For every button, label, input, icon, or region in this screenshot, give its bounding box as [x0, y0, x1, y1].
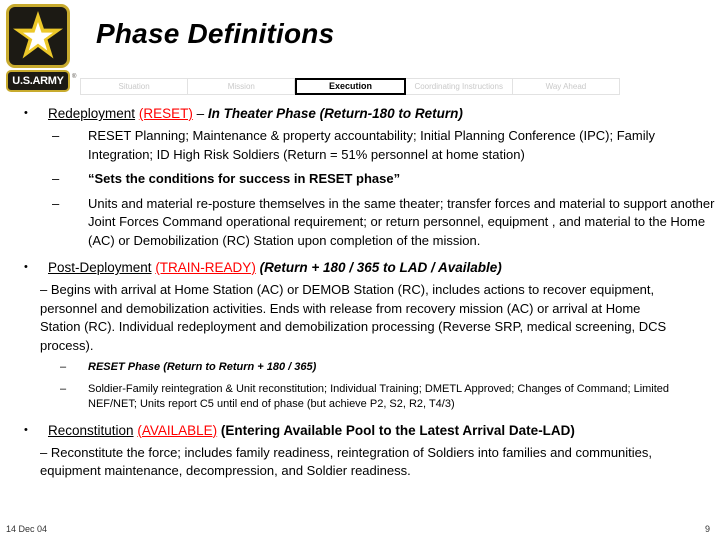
bullet-redeployment [0, 104, 720, 123]
section-tab-strip[interactable] [80, 78, 620, 95]
footer-page-number: 9 [704, 524, 710, 534]
sub-bullet-text: RESET Phase (Return to Return + 180 / 365) [88, 361, 317, 373]
term-post-deployment: Post-Deployment [48, 260, 152, 275]
tag-reset: (RESET) [138, 106, 193, 121]
army-star-icon [6, 4, 70, 68]
dash-glyph: – [52, 128, 60, 143]
us-army-logo [6, 4, 77, 96]
phase-in-theater: In Theater Phase (Return-180 to Return) [207, 106, 463, 121]
spacer [0, 251, 720, 258]
dash-glyph: – [52, 195, 60, 211]
term-redeployment: Redeployment [48, 106, 136, 121]
sub-bullet-reset-planning [0, 127, 720, 164]
sub-bullet-text: Soldier-Family reintegration & Unit reconstitution; Individual Training; DMETL Approved; Changes of Command; Limited NEF/NET; Units report C5 until end of phase (but achieve P2, S2, R2, T4/3) [88, 382, 670, 410]
registered-trademark-icon: ® [72, 74, 77, 80]
tab-situation[interactable]: Situation [80, 78, 188, 95]
slide-header [0, 0, 720, 100]
dash-glyph: – [60, 361, 67, 373]
sub-bullet-text: “Sets the conditions for success in RESET phase” [88, 171, 401, 186]
tab-way-ahead[interactable]: Way Ahead [513, 78, 620, 95]
spacer [0, 414, 720, 421]
separator-dash: – [192, 106, 208, 121]
page-title: Phase Definitions [96, 18, 335, 49]
paragraph-reconstitution: – Reconstitute the force; includes family readiness, reintegration of Soldiers into families and communities, equipment maintenance, decompression, and Soldier readiness. [40, 444, 653, 478]
sub-bullet-units-material [0, 195, 720, 251]
slide-body [0, 104, 720, 481]
sub-bullet-soldier-family [0, 382, 720, 413]
tag-available: (AVAILABLE) [137, 422, 218, 438]
tab-coordinating-instructions[interactable]: Coordinating Instructions [406, 78, 513, 95]
sub-bullet-text: RESET Planning; Maintenance & property accountability; Initial Planning Conference (IPC); Family Integration; ID High Risk Soldiers (Return = 51% personnel at home station) [88, 128, 655, 162]
sub-bullet-text: Units and material re-posture themselves in the same theater; transfer forces and material to support another Joint Forces Command operational requirement; or return personnel, equipment , and material to the Home (AC) or Demobilization (RC) Station upon completion of the mission. [88, 195, 715, 248]
dash-glyph: – [60, 382, 67, 395]
term-reconstitution: Reconstitution [48, 422, 134, 438]
army-wordmark: U.S.ARMY [6, 70, 70, 92]
bullet-reconstitution [0, 421, 720, 440]
paragraph-post-deployment: – Begins with arrival at Home Station (AC) or DEMOB Station (RC), includes actions to recover equipment, personnel and demobilization activities. Ends with release from recovery mission (AC) or arrival at Home Station (RC). Individual redeployment and demobilization processing (Reverse SRP, medical screening, DCS process). [40, 282, 667, 353]
tag-train-ready: (TRAIN-READY) [155, 260, 256, 275]
sub-bullet-sets-conditions [0, 170, 720, 189]
footer-date: 14 Dec 04 [6, 524, 48, 534]
phase-return-180-365: (Return + 180 / 365 to LAD / Available) [259, 260, 502, 275]
tab-mission[interactable]: Mission [188, 78, 295, 95]
bullet-post-deployment [0, 258, 720, 277]
bullet-glyph: • [24, 261, 28, 273]
dash-glyph: – [52, 171, 60, 186]
bullet-glyph: • [24, 423, 28, 436]
bullet-glyph: • [24, 107, 28, 119]
sub-bullet-reset-phase [0, 360, 720, 376]
phase-available-pool: (Entering Available Pool to the Latest Arrival Date-LAD) [220, 422, 575, 438]
tab-execution[interactable]: Execution [295, 78, 405, 95]
